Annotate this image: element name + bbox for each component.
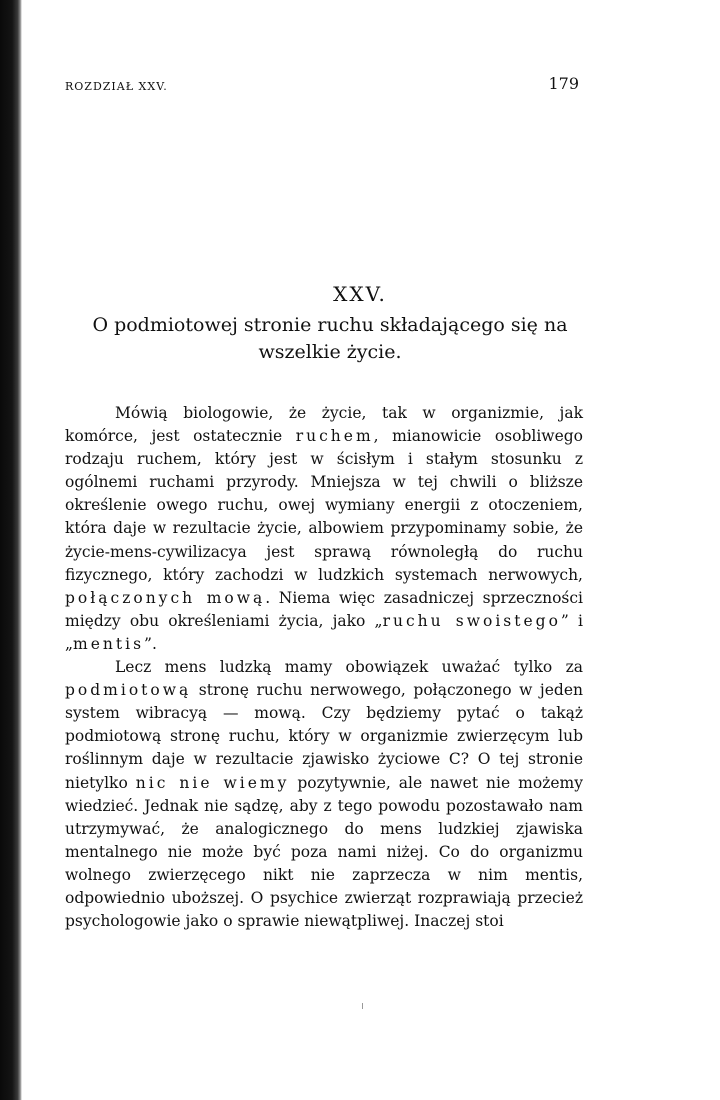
spaced-emphasis: połączonych mową	[65, 588, 266, 607]
spaced-emphasis: podmiotową	[65, 681, 192, 700]
page-number: 179	[548, 74, 579, 93]
text-segment: . Niema więc zasadniczej sprzeczności między obu określeniami życia, jako „	[65, 588, 583, 630]
page-mark	[362, 1003, 363, 1009]
spaced-emphasis: ruchem	[295, 427, 374, 446]
text-segment: Lecz mens ludzką mamy obowiązek uważać tylko za	[115, 658, 583, 677]
paragraph-2	[65, 656, 583, 933]
text-segment: ” i „	[65, 611, 583, 653]
spaced-emphasis: ruchu swoistego	[382, 611, 561, 630]
paragraph-1	[65, 402, 583, 656]
body-text	[65, 402, 583, 933]
chapter-title: O podmiotowej stronie ruchu składającego się na wszelkie życie.	[92, 314, 568, 363]
text-segment: pozytywnie, ale nawet nie możemy wiedzieć. Jednak nie sądzę, aby z tego powodu pozostawało nam utrzymywać, że analogicznego do mens ludzkiej zjawiska mentalnego nie może być poza nami niżej. Co do organizmu wolnego zwierzęcego nikt nie zaprzecza w nim mentis, odpowiednio uboższej. O psychice zwierząt rozprawiają przecież psychologowie jako o sprawie niewątpliwej. Inaczej stoi	[65, 773, 583, 931]
text-segment: ”.	[144, 634, 157, 653]
book-spine-shadow	[0, 0, 22, 1100]
chapter-number: XXV.	[333, 282, 387, 306]
spaced-emphasis: mentis	[73, 634, 145, 653]
page-header	[65, 74, 579, 98]
spaced-emphasis: nic nie wiemy	[135, 773, 290, 792]
text-segment: , mianowicie osobliwego rodzaju ruchem, który jest w ścisłym i stałym stosunku z ogólnemi ruchami przyrody. Mniejsza w tej chwili o bliższe określenie owego ruchu, owej wymiany energii z otoczeniem, która daje w rezultacie życie, albowiem przypominamy sobie, że życie-mens-cywilizacya jest sprawą równoległą do ruchu fizycznego, który zachodzi w ludzkich systemach nerwowych,	[65, 427, 583, 584]
text-segment: Mówią biologowie, że życie, tak w organizmie, jak komórce, jest ostatecznie	[65, 404, 583, 446]
text-segment: stronę ruchu nerwowego, połączonego w jeden system wibracyą — mową. Czy będziemy pytać o takąż podmiotową stronę ruchu, który w organizmie zwierzęcym lub roślinnym daje w rezultacie zjawisko życiowe C? O tej stronie nietylko	[65, 681, 583, 792]
running-head: ROZDZIAŁ XXV.	[65, 80, 168, 93]
